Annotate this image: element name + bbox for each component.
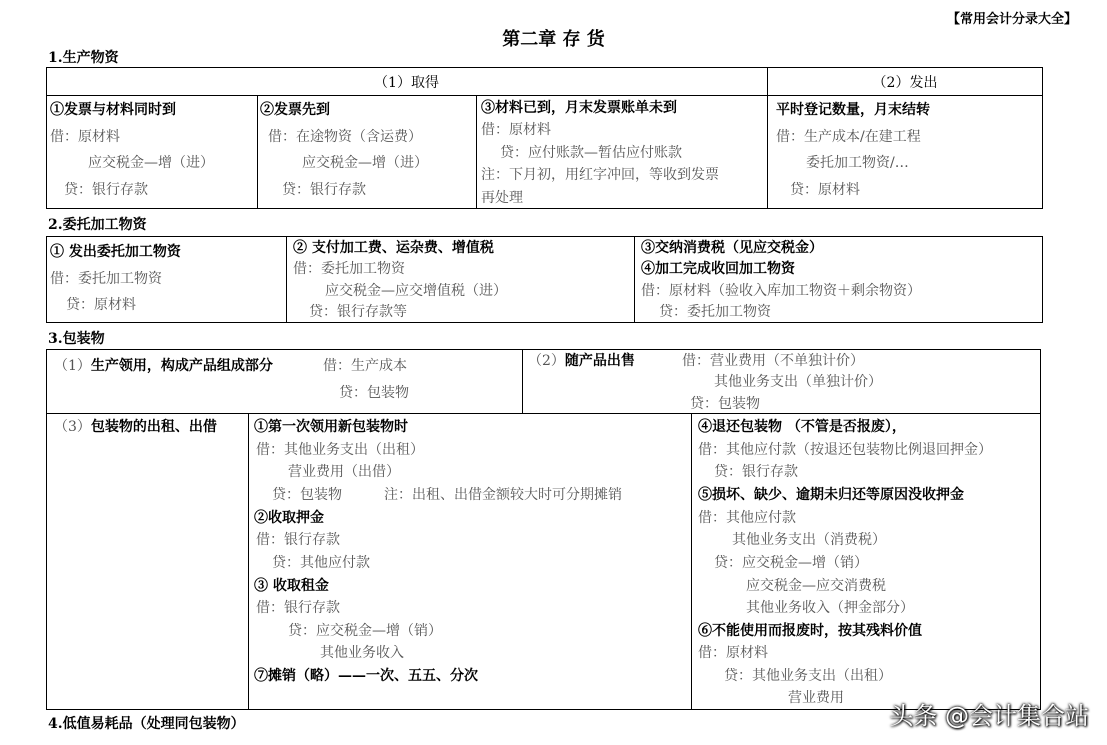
cell-title: ⑤损坏、缺少、逾期未归还等原因没收押金	[698, 487, 964, 503]
entry-line: 借：生产成本/在建工程	[776, 129, 921, 145]
entry-line: 借：原材料	[481, 122, 551, 138]
section-1-col-divider	[257, 95, 258, 209]
doc-tag: 【常用会计分录大全】	[946, 12, 1077, 27]
cell-title: ②收取押金	[254, 510, 324, 526]
section-3-heading: 3.包装物	[48, 331, 105, 347]
entry-line: 贷：包装物	[690, 396, 760, 412]
row-prefix: （1）	[54, 358, 91, 374]
row-title: 包装物的出租、出借	[90, 419, 217, 435]
entry-line: 应交税金—应交增值税（进）	[325, 283, 507, 299]
cell-title: 平时登记数量，月末结转	[776, 102, 930, 118]
entry-line: 贷：其他业务支出（出租）	[724, 668, 892, 684]
section-3-col-divider	[248, 413, 249, 710]
entry-line: 委托加工物资/…	[806, 155, 909, 171]
entry-line: 应交税金—增（进）	[302, 155, 428, 171]
row-title: 随产品出售	[564, 353, 635, 369]
entry-line: 借：委托加工物资	[293, 261, 405, 277]
entry-line: 应交税金—增（进）	[88, 155, 214, 171]
row-title: 生产领用，构成产品组成部分	[90, 358, 273, 374]
entry-line: 其他业务收入	[320, 645, 404, 661]
cell-title	[698, 416, 906, 438]
cell-title: ② 支付加工费、运杂费、增值税	[293, 240, 494, 256]
cell-title: ① 发出委托加工物资	[50, 244, 181, 260]
row-label	[54, 416, 217, 438]
entry-line: 借：银行存款	[256, 532, 340, 548]
section-2-heading: 2.委托加工物资	[48, 217, 147, 233]
cell-title-sub: （不管是否报废），	[786, 419, 906, 435]
entry-line: 贷：包装物	[272, 487, 342, 503]
entry-line: 再处理	[481, 190, 523, 206]
entry-line: 借：在途物资（含运费）	[268, 129, 422, 145]
entry-line: 贷：其他应付款	[272, 555, 370, 571]
entry-line: 借：委托加工物资	[50, 271, 162, 287]
entry-line: 借：其他应付款（按退还包装物比例退回押金）	[698, 442, 992, 458]
cell-title: ①第一次领用新包装物时	[254, 419, 408, 435]
entry-line: 营业费用	[788, 690, 844, 706]
section-4-heading: 4.低值易耗品（处理同包装物）	[48, 716, 245, 732]
entry-line: 贷：委托加工物资	[659, 304, 771, 320]
section-3-row-divider	[46, 413, 1041, 414]
section-2-col-divider	[286, 236, 287, 323]
section-3-table	[46, 349, 1041, 710]
entry-line: 借：其他业务支出（出租）	[256, 442, 424, 458]
entry-line: 贷：应交税金—增（销）	[288, 623, 442, 639]
cell-title: ③ 收取租金	[254, 578, 329, 594]
section-1-col-divider	[476, 95, 477, 209]
cell-title: ⑥不能使用而报废时，按其残料价值	[698, 623, 922, 639]
row-prefix: （3）	[54, 419, 91, 435]
entry-line: 借：原材料	[698, 645, 768, 661]
entry-line: 贷：包装物	[339, 385, 409, 401]
entry-line: 贷：原材料	[790, 182, 860, 198]
entry-line: 注：下月初，用红字冲回，等收到发票	[481, 167, 719, 183]
section-1-heading: 1.生产物资	[48, 50, 119, 66]
entry-line: 贷：应交税金—增（销）	[714, 555, 868, 571]
entry-note: 注：出租、出借金额较大时可分期摊销	[384, 487, 622, 503]
entry-line: 贷：原材料	[66, 297, 136, 313]
entry-line: 借：银行存款	[256, 600, 340, 616]
entry-line: 贷：银行存款等	[309, 304, 407, 320]
cell-title: ③交纳消费税（见应交税金）	[641, 240, 823, 256]
page-title: 第二章 存 货	[502, 29, 605, 50]
entry-line: 借：其他应付款	[698, 510, 796, 526]
entry-line: 其他业务支出（单独计价）	[714, 374, 882, 390]
entry-line: 借：原材料（验收入库加工物资＋剩余物资）	[641, 283, 921, 299]
row-prefix: （2）	[528, 353, 565, 369]
cell-title: ③材料已到，月末发票账单未到	[481, 100, 677, 116]
entry-line: 贷：银行存款	[282, 182, 366, 198]
section-3-col-divider	[691, 413, 692, 710]
section-2-col-divider	[634, 236, 635, 323]
cell-title: ②发票先到	[260, 102, 330, 118]
section-3-col-divider	[522, 349, 523, 413]
entry-line: 借：生产成本	[323, 358, 407, 374]
entry-line: 其他业务收入（押金部分）	[746, 600, 914, 616]
row-label	[54, 355, 273, 377]
cell-title: ①发票与材料同时到	[50, 102, 176, 118]
cell-title-main: ④退还包装物	[698, 419, 782, 435]
acquire-header: （1）取得	[374, 75, 439, 91]
entry-line: 贷：银行存款	[64, 182, 148, 198]
cell-title: ④加工完成收回加工物资	[641, 261, 795, 277]
entry-line: 借：营业费用（不单独计价）	[682, 353, 864, 369]
entry-line: 贷：应付账款—暂估应付账款	[500, 145, 682, 161]
cell-title: ⑦摊销（略）——一次、五五、分次	[254, 668, 478, 684]
section-1-header-divider	[46, 95, 1043, 96]
watermark: 头条 @会计集合站	[889, 702, 1089, 730]
entry-line: 应交税金—应交消费税	[746, 578, 886, 594]
entry-line: 营业费用（出借）	[288, 464, 400, 480]
entry-line: 借：原材料	[50, 129, 120, 145]
entry-line: 贷：银行存款	[714, 464, 798, 480]
issue-header: （2）发出	[872, 75, 938, 91]
row-label	[528, 350, 635, 372]
entry-line: 其他业务支出（消费税）	[732, 532, 886, 548]
